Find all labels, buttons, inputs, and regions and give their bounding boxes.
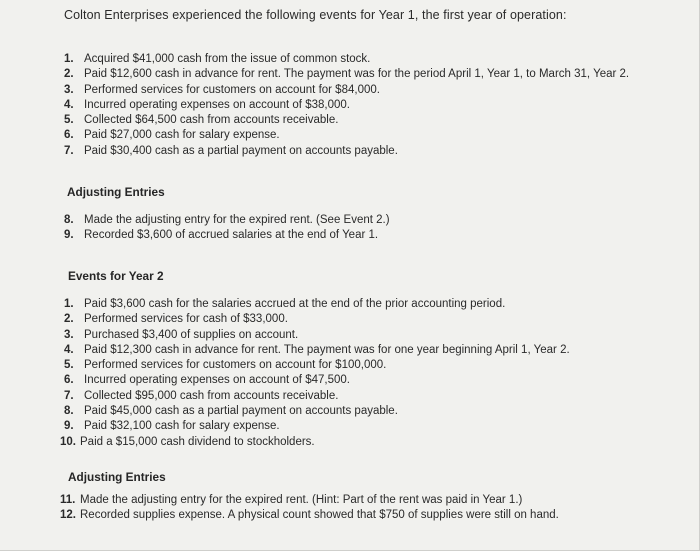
list-item <box>64 328 570 343</box>
list-item <box>64 404 570 419</box>
item-text: Made the adjusting entry for the expired rent. (Hint: Part of the rent was paid in Year 1.) <box>80 494 523 506</box>
item-number: 7. <box>64 144 74 157</box>
item-text: Paid $32,100 cash for salary expense. <box>84 420 280 433</box>
item-text: Paid $45,000 cash as a partial payment on accounts payable. <box>84 405 398 418</box>
item-text: Paid $3,600 cash for the salaries accrued at the end of the prior accounting period. <box>84 298 506 310</box>
item-number: 6. <box>64 129 74 142</box>
item-number: 5. <box>64 359 74 372</box>
item-number: 10. <box>60 435 76 448</box>
item-number: 1. <box>64 53 74 65</box>
item-text: Paid $12,300 cash in advance for rent. The payment was for one year beginning April 1, Year 2. <box>84 343 570 356</box>
intro-text: Colton Enterprises experienced the following events for Year 1, the first year of operation: <box>64 8 567 22</box>
list-item <box>64 128 629 143</box>
item-number: 11. <box>60 494 76 506</box>
item-number: 3. <box>64 83 74 96</box>
item-text: Made the adjusting entry for the expired rent. (See Event 2.) <box>84 214 390 226</box>
item-text: Collected $64,500 cash from accounts receivable. <box>84 114 339 127</box>
item-number: 7. <box>64 389 74 402</box>
item-text: Recorded supplies expense. A physical count showed that $750 of supplies were still on hand. <box>80 509 559 522</box>
item-text: Paid $12,600 cash in advance for rent. The payment was for the period April 1, Year 1, to March 31, Year 2. <box>84 68 630 81</box>
list-item <box>64 228 390 243</box>
list-item <box>64 419 570 434</box>
item-text: Performed services for cash of $33,000. <box>84 313 288 326</box>
item-text: Paid $27,000 cash for salary expense. <box>84 129 280 142</box>
list-item <box>64 83 629 98</box>
item-text: Acquired $41,000 cash from the issue of common stock. <box>84 53 371 65</box>
item-number: 9. <box>64 229 74 242</box>
item-number: 3. <box>64 328 74 341</box>
item-number: 9. <box>64 420 74 433</box>
year2-adjusting-list <box>60 493 559 524</box>
list-item <box>64 98 629 113</box>
item-number: 5. <box>64 114 74 127</box>
list-item <box>64 373 570 388</box>
item-number: 6. <box>64 374 74 387</box>
list-item <box>64 297 570 312</box>
year1-adjusting-heading: Adjusting Entries <box>67 185 165 199</box>
item-text: Purchased $3,400 of supplies on account. <box>84 328 299 341</box>
year2-events-heading: Events for Year 2 <box>68 269 164 283</box>
item-text: Performed services for customers on account for $100,000. <box>84 359 387 372</box>
item-number: 2. <box>64 313 74 326</box>
list-item <box>64 113 629 128</box>
year1-adjusting-list <box>64 213 390 244</box>
item-number: 4. <box>64 98 74 111</box>
year1-events-list <box>64 52 629 159</box>
item-text: Recorded $3,600 of accrued salaries at the end of Year 1. <box>84 229 379 242</box>
list-item <box>60 493 559 508</box>
item-text: Incurred operating expenses on account of $47,500. <box>84 374 350 387</box>
item-text: Incurred operating expenses on account of $38,000. <box>84 98 350 111</box>
year2-adjusting-heading: Adjusting Entries <box>68 470 166 484</box>
list-item <box>60 435 570 450</box>
list-item <box>64 312 570 327</box>
item-number: 8. <box>64 214 74 226</box>
list-item <box>64 144 629 159</box>
item-number: 4. <box>64 343 74 356</box>
item-text: Collected $95,000 cash from accounts receivable. <box>84 389 339 402</box>
list-item <box>64 213 390 228</box>
item-number: 8. <box>64 405 74 418</box>
list-item <box>64 343 570 358</box>
item-text: Performed services for customers on account for $84,000. <box>84 83 380 96</box>
list-item <box>64 52 629 67</box>
item-number: 12. <box>60 509 76 522</box>
year2-events-list <box>60 297 570 450</box>
item-text: Paid $30,400 cash as a partial payment on accounts payable. <box>84 144 398 157</box>
item-number: 2. <box>64 68 74 81</box>
list-item <box>64 358 570 373</box>
list-item <box>64 389 570 404</box>
list-item <box>60 508 559 523</box>
item-text: Paid a $15,000 cash dividend to stockholders. <box>80 435 315 448</box>
item-number: 1. <box>64 298 74 310</box>
list-item <box>64 67 629 82</box>
